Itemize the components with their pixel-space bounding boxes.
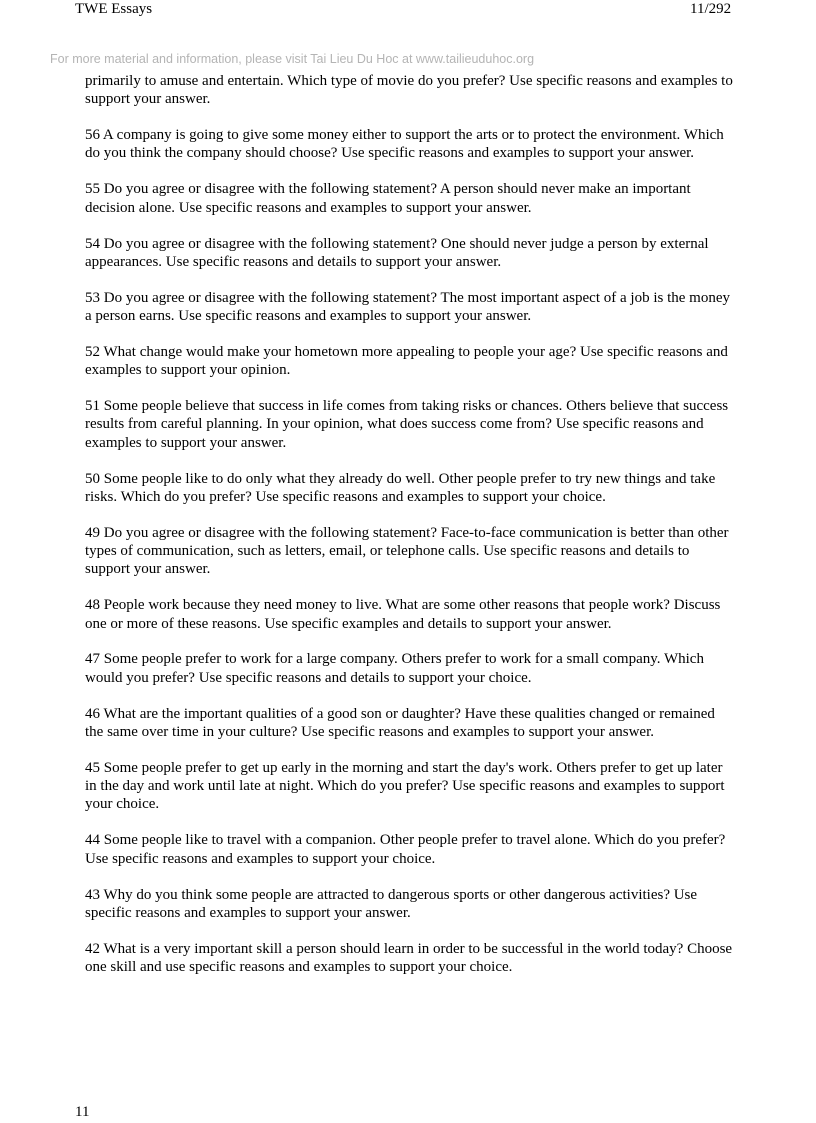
essay-topic-43: 43 Why do you think some people are attracted to dangerous sports or other dangerous activities? Use specific reasons and examples to support your answer.	[85, 886, 698, 921]
essay-topic-53: 53 Do you agree or disagree with the following statement? The most important aspect of a job is the money a person earns. Use specific reasons and examples to support your answer.	[85, 289, 730, 325]
essay-topic-50: 50 Some people like to do only what they already do well. Other people prefer to try new things and take risks. Which do you prefer? Use specific reasons and examples to support your choice.	[85, 470, 716, 505]
header-title: TWE Essays	[75, 1, 153, 17]
watermark-link[interactable]: For more material and information, please visit Tai Lieu Du Hoc at www.tailieuduhoc.org	[50, 52, 535, 66]
essay-topic-47: 47 Some people prefer to work for a large company. Others prefer to work for a small company. Which would you prefer? Use specific reasons and details to support your choice.	[85, 651, 704, 686]
essay-topic-48: 48 People work because they need money to live. What are some other reasons that people work? Discuss one or more of these reasons. Use specific examples and details to support your answer.	[85, 597, 721, 632]
page-number: 11	[75, 1104, 90, 1120]
essay-topic-54: 54 Do you agree or disagree with the following statement? One should never judge a person by external appearances. Use specific reasons and details to support your answer.	[85, 235, 709, 270]
essay-topic-56: 56 A company is going to give some money either to support the arts or to protect the environment. Which do you think the company should choose? Use specific reasons and examples to support your answer.	[85, 127, 724, 162]
essay-topic-52: 52 What change would make your hometown more appealing to people your age? Use specific reasons and examples to support your opinion.	[85, 343, 728, 379]
page-indicator: 11/292	[690, 1, 732, 17]
essay-topic-continuation: primarily to amuse and entertain. Which type of movie do you prefer? Use specific reasons and examples to support your answer.	[85, 73, 733, 108]
essay-topic-51: 51 Some people believe that success in life comes from taking risks or chances. Others believe that success results from careful planning. In your opinion, what does success come from? Use specific reasons and examples to support your answer.	[85, 398, 729, 451]
essay-topic-45: 45 Some people prefer to get up early in the morning and start the day's work. Others prefer to get up later in the day and work until late at night. Which do you prefer? Use specific reasons and examples to support your choice.	[85, 759, 725, 813]
essay-topic-49: 49 Do you agree or disagree with the following statement? Face-to-face communication is better than other types of communication, such as letters, email, or telephone calls. Use specific reasons and details to support your answer.	[85, 524, 729, 578]
essay-topic-46: 46 What are the important qualities of a good son or daughter? Have these qualities changed or remained the same over time in your culture? Use specific reasons and examples to support your answer.	[85, 705, 715, 740]
essay-topic-44: 44 Some people like to travel with a companion. Other people prefer to travel alone. Which do you prefer? Use specific reasons and examples to support your choice.	[85, 832, 726, 867]
essay-topic-42: 42 What is a very important skill a person should learn in order to be successful in the world today? Choose one skill and use specific reasons and examples to support your choice.	[85, 940, 733, 975]
essay-topic-55: 55 Do you agree or disagree with the following statement? A person should never make an important decision alone. Use specific reasons and examples to support your answer.	[85, 181, 691, 216]
essay-topic-list	[85, 72, 735, 994]
